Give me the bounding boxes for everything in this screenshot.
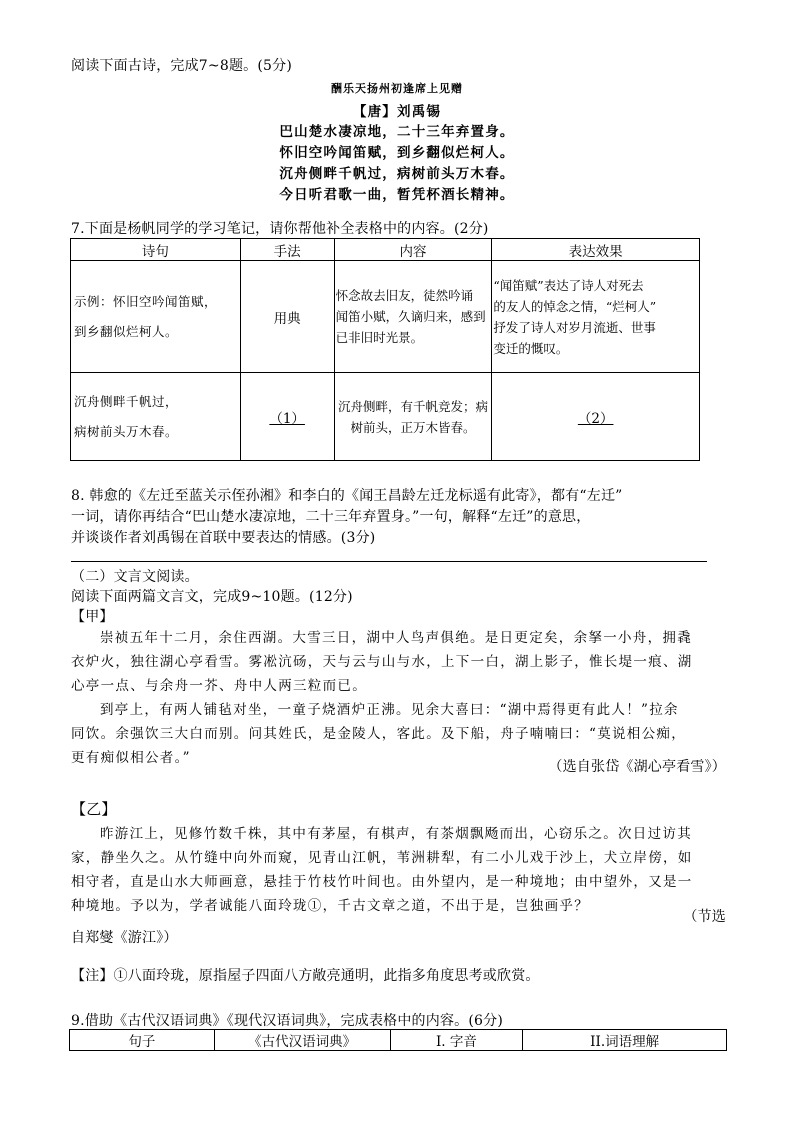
- example-content-line-1: 怀念故去旧友，徒然吟诵: [335, 288, 474, 303]
- q7-note-table: [70, 238, 700, 461]
- jia-line-6: 更有痴似相公者。”: [71, 750, 191, 766]
- jia-line-5: 同饮。余强饮三大白而别。问其姓氏，是金陵人，客此。及下船，舟子喃喃曰：“莫说相公痴，: [71, 726, 686, 742]
- jia-label: 【甲】: [71, 609, 114, 625]
- jia-line-3: 心亭一点、与余舟一芥、舟中人两三粒而已。: [71, 678, 367, 694]
- example-verse-line-1: 示例：怀旧空吟闻笛赋，: [74, 293, 218, 309]
- q7-row-example: [71, 261, 700, 373]
- example-effect-line-1: “闻笛赋”表达了诗人对死去: [493, 277, 644, 293]
- answer-blank-2[interactable]: （2）: [577, 410, 614, 427]
- q9-table: [69, 1029, 727, 1051]
- q9-header-row: [70, 1030, 727, 1051]
- q9-prompt: 9.借助《古代汉语词典》《现代汉语词典》，完成表格中的内容。(6分): [71, 1013, 503, 1029]
- q7-header-row: [71, 239, 700, 261]
- yi-source-part-2: 自郑燮《游江》）: [71, 930, 178, 946]
- jia-line-1: 崇祯五年十二月，余住西湖。大雪三日，湖中人鸟声俱绝。是日更定矣，余拏一小舟，拥毳: [100, 630, 692, 646]
- example-content-line-3: 已非旧时光景。: [335, 330, 424, 345]
- poem-title: 酬乐天扬州初逢席上见赠: [331, 82, 463, 95]
- q7-row-answer: [71, 373, 700, 461]
- prose-instruction: 阅读下面两篇文言文，完成9~10题。(12分): [71, 589, 353, 605]
- answer-content-line-1: 沉舟侧畔，有千帆竞发；病: [337, 398, 488, 414]
- poem-line-2: 怀旧空吟闻笛赋，到乡翻似烂柯人。: [279, 145, 515, 161]
- q8-line-2: 一词，请你再结合“巴山楚水凄凉地，二十三年弃置身。”一句，解释“左迁”的意思，: [71, 509, 591, 525]
- yi-line-3: 相守者，直是山水大师画意，悬挂于竹枝竹叶间也。由外望内，是一种境地；由中望外，又是一: [71, 874, 693, 890]
- poem-instruction: 阅读下面古诗，完成7~8题。(5分): [71, 58, 292, 74]
- example-content-line-2: 闻笛小赋，久谪归来，感到: [335, 309, 486, 324]
- header-technique: 手法: [240, 239, 334, 261]
- answer-verse-line-1: 沉舟侧畔千帆过，: [74, 393, 179, 409]
- q8-line-3: 并谈谈作者刘禹锡在首联中要表达的情感。(3分): [71, 530, 376, 546]
- footnote: 【注】①八面玲珑，原指屋子四面八方敞亮通明，此指多角度思考或欣赏。: [71, 968, 540, 984]
- example-technique: 用典: [240, 261, 334, 373]
- poem-author: 【唐】刘禹锡: [352, 104, 442, 120]
- example-effect-line-2: 的友人的悼念之情，“烂柯人”: [493, 298, 657, 314]
- yi-line-1: 昨游江上，见修竹数千株，其中有茅屋，有棋声，有茶烟飘飏而出，心窃乐之。次日过访其: [100, 826, 692, 842]
- jia-line-4: 到亭上，有两人铺毡对坐，一童子烧酒炉正沸。见余大喜曰：“湖中焉得更有此人！”拉余: [100, 702, 679, 718]
- header-effect: 表达效果: [492, 239, 700, 261]
- poem-line-4: 今日听君歌一曲，暂凭杯酒长精神。: [279, 187, 515, 203]
- yi-line-4: 种境地。予以为，学者诚能八面玲珑①，千古文章之道，不出于是，岂独画乎？: [71, 898, 589, 914]
- jia-line-2: 衣炉火，独往湖心亭看雪。雾凇沆砀，天与云与山与水，上下一白，湖上影子，惟长堤一痕、湖: [71, 654, 693, 670]
- header-content: 内容: [334, 239, 492, 261]
- yi-source-part-1: （节选: [683, 909, 726, 925]
- yi-line-2: 家，静坐久之。从竹缝中向外而窥，见青山江帆，苇洲耕犁，有二小儿戏于沙上，犬立岸傍，如: [71, 850, 693, 866]
- answer-verse-line-2: 病树前头万木春。: [74, 423, 179, 439]
- answer-content-line-2: 树前头，正万木皆春。: [350, 419, 476, 435]
- q8-line-1: 8. 韩愈的《左迁至蓝关示侄孙湘》和李白的《闻王昌龄左迁龙标遥有此寄》，都有“左迁”: [71, 488, 623, 504]
- poem-line-1: 巴山楚水凄凉地，二十三年弃置身。: [279, 124, 515, 140]
- q8-answer-line[interactable]: [71, 561, 707, 562]
- q9-header-understanding: II.词语理解: [523, 1030, 727, 1051]
- q9-header-dictionary: 《古代汉语词典》: [214, 1030, 390, 1051]
- q9-header-sentence: 句子: [70, 1030, 215, 1051]
- header-verse: 诗句: [71, 239, 241, 261]
- example-effect-line-3: 抒发了诗人对岁月流逝、世事: [493, 319, 656, 335]
- answer-blank-1[interactable]: （1）: [269, 410, 305, 427]
- example-verse-line-2: 到乡翻似烂柯人。: [74, 323, 179, 339]
- q7-prompt: 7.下面是杨帆同学的学习笔记，请你帮他补全表格中的内容。(2分): [71, 221, 489, 237]
- jia-source: （选自张岱《湖心亭看雪》）: [548, 759, 726, 775]
- poem-line-3: 沉舟侧畔千帆过，病树前头万木春。: [279, 166, 515, 182]
- q9-header-pronunciation: I. 字音: [390, 1030, 523, 1051]
- prose-heading: （二）文言文阅读。: [71, 569, 199, 585]
- example-effect-line-4: 变迁的慨叹。: [493, 340, 569, 356]
- yi-label: 【乙】: [71, 800, 117, 818]
